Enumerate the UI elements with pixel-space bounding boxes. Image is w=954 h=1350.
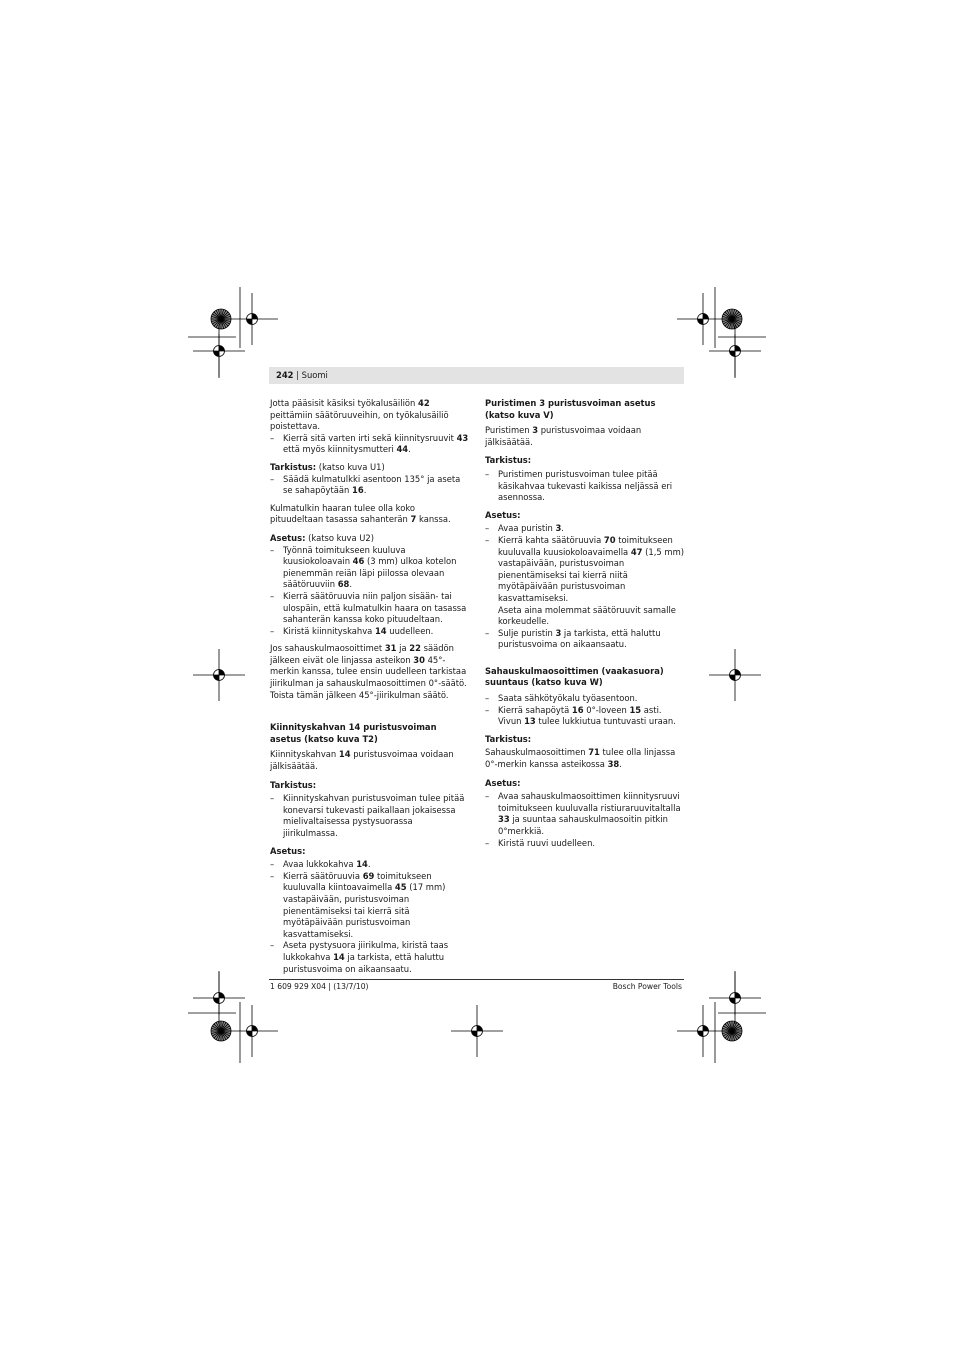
dash-bullet: – [485,837,490,848]
text-run: Kiristä ruuvi uudelleen. [498,837,596,848]
registration-quadrant [252,314,258,320]
r-section2-list [485,693,685,728]
intro-paragraph [270,398,470,433]
registration-quadrant [735,993,741,999]
r-check2-label: Tarkistus: [485,733,532,744]
registration-quadrant [698,319,704,325]
r-adjust2-list [485,791,685,849]
dash-bullet: – [270,870,275,881]
text-run: asti. Vivun [498,704,662,727]
dash-bullet: – [485,704,490,715]
r-adjust1-label: Asetus: [485,509,521,520]
text-run: Sahauskulmaosoittimen [485,747,589,758]
check2-list [270,793,470,839]
list-item [270,859,470,871]
registration-quadrant [214,675,220,681]
page-header-bar [269,367,684,384]
left-column [270,398,470,981]
text-run: . [349,579,353,590]
list-item [485,523,685,535]
registration-quadrant [247,319,253,325]
bold-ref: 7 [410,514,417,525]
text-run: tulee lukkiutua tuntuvasti uraan. [535,716,676,727]
dash-bullet: – [270,473,275,484]
registration-quadrant [735,346,741,352]
text-run: Kierrä säätöruuvia [283,870,363,881]
dash-bullet: – [270,544,275,555]
r-adjust2-label: Asetus: [485,777,521,788]
dash-bullet: – [485,627,490,638]
text-run: ja suuntaa sahauskulmaosoitin pitkin 0°merkkiä. [498,814,668,836]
bold-ref: 42 [418,398,430,408]
check1-list [270,474,470,497]
bold-ref: 38 [607,759,620,770]
check1-heading [270,462,470,474]
bold-ref: 13 [524,716,536,727]
text-run: . [408,444,411,455]
list-item [270,793,470,839]
header-separator: | [293,370,302,380]
bold-ref: 68 [337,579,350,590]
bold-ref: 22 [409,643,421,654]
bold-ref: 31 [384,643,397,654]
dash-bullet: – [485,534,490,545]
page-number: 242 [276,370,294,380]
r-check1-label: Tarkistus: [485,455,532,466]
registration-quadrant [219,670,225,676]
list-item [485,693,685,705]
bold-ref: 33 [498,814,510,825]
section-name: Suomi [301,370,328,380]
adjust2-label: Asetus: [270,845,306,856]
registration-quadrant [735,670,741,676]
text-run: . [367,859,371,870]
registration-quadrant [214,998,220,1004]
list-item [485,535,685,628]
text-run: ja tarkista, että haluttu puristusvoima on aikaansaatu. [283,951,445,974]
text-run: ja [396,643,410,654]
check2-label: Tarkistus: [270,779,317,790]
dash-bullet: – [270,590,275,601]
text-run: Kiinnityskahvan puristusvoiman tulee pitää konevarsi tukevasti paikallaan jokaisessa mielivaltaisessa pystysuorassa jiirikulmassa. [283,793,465,838]
text-run: Kierrä sitä varten irti sekä kiinnitysruuvit [283,432,457,443]
text-run: Kiinnityskahvan [270,749,339,760]
footer-rule [269,979,684,980]
list-item [485,838,685,850]
bold-ref: 14 [333,951,345,962]
dash-bullet: – [270,432,275,443]
text-run: . [619,759,622,770]
r-check1-list [485,469,685,504]
r-section1-paragraph [485,425,685,448]
footer-doc-ref: 1 609 929 X04 | (13/7/10) [270,982,369,991]
bold-ref: 16 [352,485,364,496]
text-run: uudelleen. [386,625,434,636]
text-run: Jotta pääsisit käsiksi työkalusäiliön [270,398,418,408]
bold-ref: 30 [413,654,425,665]
text-run: Kulmatulkin haaran tulee olla koko pituudeltaan tasassa sahanterän [270,502,415,525]
bold-ref: 69 [362,870,375,881]
adjust1-label: Asetus: [270,532,306,543]
dash-bullet: – [270,625,275,636]
list-item [270,626,470,638]
bold-ref: 14 [374,625,387,636]
list-item [485,628,685,651]
text-run: Kierrä kahta säätöruuvia [498,534,604,545]
registration-quadrant [730,351,736,357]
bold-ref: 71 [588,747,600,758]
adjust1-list [270,545,470,638]
text-run: Puristimen puristusvoiman tulee pitää käsikahvaa tukevasti kaikissa neljässä eri asennossa. [498,468,673,503]
text-run: tulee olla linjassa 0°-merkin kanssa asteikossa [485,747,676,770]
text-run: Jos sahauskulmaosoittimet [270,643,385,654]
registration-quadrant [477,1026,483,1032]
registration-quadrant [214,351,220,357]
text-run: kanssa. [416,514,451,525]
dash-bullet: – [270,859,275,870]
text-run: toimitukseen kuuluvalla kiintoavaimella [283,870,432,893]
adjust1-heading [270,533,470,545]
bold-ref: 45 [394,882,407,893]
adjust1-paragraph [270,643,470,701]
text-run: Puristimen [485,425,533,436]
r-section2-title: Sahauskulmaosoittimen (vaakasuora) suuntaus (katso kuva W) [485,665,664,688]
bold-ref: 43 [456,432,469,443]
right-column [485,398,685,855]
bold-ref: 14 [356,859,368,870]
adjust1-ref: (katso kuva U2) [305,532,375,543]
r-check2-paragraph [485,747,685,770]
text-run: Aseta aina molemmat säätöruuvit samalle korkeudelle. [498,604,676,627]
registration-quadrant [219,346,225,352]
check1-label: Tarkistus: [270,461,317,472]
registration-quadrant [219,993,225,999]
text-run: Avaa lukkokahva [283,859,357,870]
text-run: Kierrä sahapöytä [498,704,572,715]
text-run: 0°-loveen [583,704,630,715]
text-run: Kierrä säätöruuvia niin paljon sisään- tai ulospäin, että kulmatulkin haara on tasassa sahanterän kanssa koko pituudeltaan. [283,590,467,625]
text-run: (1,5 mm) vastapäivään, puristusvoiman pienentämiseksi tai kierrä niitä myötäpäivään puristusvoiman kasvattamiseksi. [498,546,684,603]
text-run: puristusvoimaa voidaan jälkisäätää. [270,749,454,772]
dash-bullet: – [485,693,490,704]
text-run: että myös kiinnitysmutteri [283,444,397,455]
text-run: Kiristä kiinnityskahva [283,625,375,636]
registration-quadrant [472,1031,478,1037]
list-item [270,591,470,626]
text-run: säädön jälkeen eivät ole linjassa asteikon [270,643,454,665]
text-run: ja tarkista, että haluttu puristusvoima on aikaansaatu. [498,627,661,650]
text-run: Avaa puristin [498,523,556,534]
registration-quadrant [703,314,709,320]
section2-paragraph [270,749,470,772]
text-run: 45°-merkin kanssa, tulee ensin uudelleen tarkistaa jiirikulman ja sahauskulmaosoittimen 0°-säätö. Toista tämän jälkeen 45°-jiirikulman säätö. [270,654,467,700]
bold-ref: 44 [396,444,409,455]
text-run: (17 mm) vastapäivään, puristusvoiman pienentämiseksi tai kierrä sitä myötäpäivään puristusvoiman kasvattamiseksi. [283,882,446,939]
check1-paragraph [270,503,470,526]
text-run: peittämiin säätöruuveihin, on työkalusäiliö poistettava. [270,409,449,432]
text-run: Työnnä toimitukseen kuuluva kuusiokoloavain [283,544,406,567]
bold-ref: 15 [629,704,642,715]
bold-ref: 16 [571,704,584,715]
intro-list [270,433,470,456]
registration-quadrant [252,1026,258,1032]
bold-ref: 47 [630,546,643,557]
text-run: Sulje puristin [498,627,556,638]
r-adjust1-list [485,523,685,651]
section-spacer [485,657,685,666]
text-run: Säädä kulmatulkki asentoon 135° ja aseta se sahapöytään [283,473,461,496]
bold-ref: 14 [338,749,351,760]
text-run: Avaa sahauskulmaosoittimen kiinnitysruuvi toimitukseen kuuluvalla ristiuraruuvitaltalla [498,791,681,813]
text-run: . [561,523,564,534]
list-item [485,705,685,728]
page-header [276,369,328,382]
list-item [270,545,470,591]
text-run: puristusvoimaa voidaan jälkisäätää. [485,425,642,447]
text-run: (3 mm) ulkoa kotelon pienemmän reiän läpi piilossa olevaan säätöruuviin [283,556,457,590]
text-run: Aseta pystysuora jiirikulma, kiristä taas lukkokahva [283,940,449,962]
text-run: . [363,485,367,496]
list-item [485,469,685,504]
registration-quadrant [730,998,736,1004]
adjust2-list [270,859,470,975]
registration-quadrant [247,1031,253,1037]
bold-ref: 3 [555,523,562,534]
registration-quadrant [703,1026,709,1032]
registration-quadrant [698,1031,704,1037]
list-item [270,871,470,941]
list-item [485,791,685,837]
list-item [270,474,470,497]
check1-ref: (katso kuva U1) [316,461,385,472]
dash-bullet: – [485,791,490,802]
footer-brand: Bosch Power Tools [612,982,682,991]
section-spacer [270,708,470,722]
dash-bullet: – [270,940,275,951]
r-section1-title: Puristimen 3 puristusvoiman asetus (katso kuva V) [485,398,656,420]
bold-ref: 70 [603,534,616,545]
section2-title: Kiinnityskahvan 14 puristusvoiman asetus (katso kuva T2) [270,722,437,744]
bold-ref: 3 [555,627,562,638]
registration-quadrant [730,675,736,681]
text-run: toimitukseen kuuluvalla kuusiokoloavaimella [498,534,673,557]
dash-bullet: – [485,468,490,479]
dash-bullet: – [270,793,275,804]
list-item [270,433,470,456]
bold-ref: 3 [532,425,539,436]
text-run: Saata sähkötyökalu työasentoon. [498,693,638,704]
dash-bullet: – [485,523,490,534]
bold-ref: 46 [352,556,365,567]
list-item [270,940,470,975]
